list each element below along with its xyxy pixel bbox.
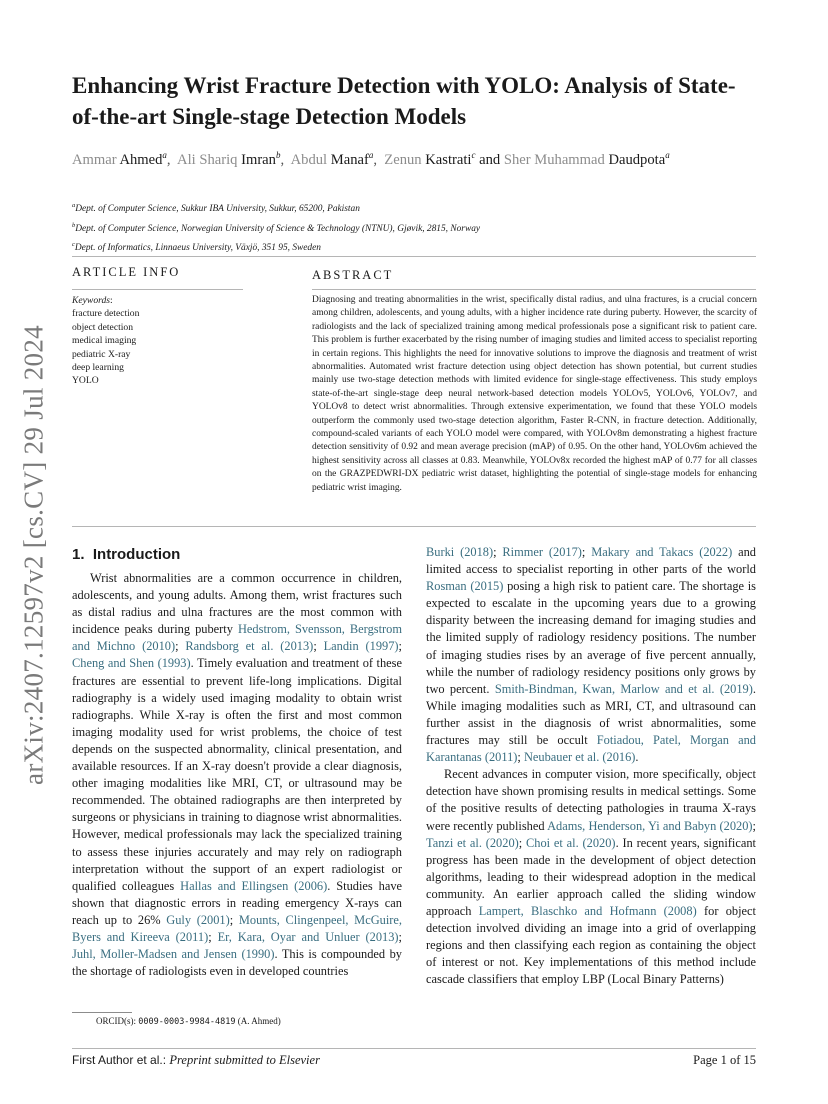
body-column-left [72, 570, 402, 980]
keyword: YOLO [72, 375, 99, 387]
abstract-heading: ABSTRACT [312, 268, 394, 282]
body-column-right [426, 544, 756, 988]
citation-link[interactable]: Cheng and Shen (1993) [72, 656, 191, 671]
footnote-divider [72, 1012, 132, 1013]
paper-title: Enhancing Wrist Fracture Detection with YOLO: Analysis of State-of-the-art Single-stage Detection Models [72, 73, 736, 129]
footer-left: First Author et al.: Preprint submitted to Elsevier [72, 1053, 320, 1067]
citation-link[interactable]: Randsborg et al. (2013) [185, 639, 314, 654]
section-heading: 1. Introduction [72, 546, 181, 563]
paragraph: Wrist abnormalities are a common occurrence in children, adolescents, and young adults. Among them, wrist fractures such as distal radius and ulna fractures are the most common with incidence peaks during puberty Hedstrom, Svensson, Bergstrom and Michno (2010); Randsborg et al. (2013); Landin (1997); Cheng and Shen (1993). Timely evaluation and treatment of these fractures are essential to prevent life-long implications. Digital radiography is a widely used imaging modality to obtain wrist radiographs. While X-ray is often the first and most common imaging modality used for wrist problems, the choice of test depends on the suspected abnormality, clinical presentation, and available resources. If an X-ray doesn't provide a clear diagnosis, other imaging modalities like MRI, CT, or ultrasound may be recommended. The obtained radiographs are then interpreted by surgeons or physicians in training to diagnose wrist abnormalities. However, medical professionals may lack the specialized training to assess these injuries accurately and may rely on radiograph interpretation without the support of an expert radiologist or qualified colleagues Hallas and Ellingsen (2006). Studies have shown that diagnostic errors in reading emergency X-rays can reach up to 26% Guly (2001); Mounts, Clingenpeel, McGuire, Byers and Kireeva (2011); Er, Kara, Oyar and Unluer (2013); Juhl, Moller-Madsen and Jensen (1990). This is compounded by the shortage of radiologists even in developed countries [72, 571, 403, 979]
affiliations [72, 198, 772, 257]
footer-divider [72, 1048, 756, 1049]
keyword: deep learning [72, 362, 124, 374]
keywords-label: Keywords [72, 295, 111, 306]
orcid-id[interactable]: 0009-0003-9984-4819 [138, 1017, 236, 1027]
divider [72, 526, 756, 527]
affiliation: $^b$Dept. of Computer Science, Norwegian University of Science & Technology (NTNU), Gjøvik, 2815, Norway [72, 221, 481, 234]
affiliation: $^c$Dept. of Informatics, Linnaeus University, Växjö, 351 95, Sweden [72, 241, 321, 254]
author: Ammar Ahmed$^a$ [72, 150, 167, 168]
citation-link[interactable]: Er, Kara, Oyar and Unluer (2013) [217, 929, 399, 944]
arxiv-stamp: arXiv:2407.12597v2 [cs.CV] 29 Jul 2024 [18, 325, 49, 785]
citation-link[interactable]: Guly (2001) [166, 912, 230, 927]
divider [312, 289, 756, 290]
citation-link[interactable]: Hallas and Ellingsen (2006) [180, 878, 328, 893]
divider [72, 256, 756, 257]
authors-and: and [479, 151, 501, 168]
citation-link[interactable]: Juhl, Moller-Madsen and Jensen (1990) [72, 947, 275, 962]
citation-link[interactable]: Adams, Henderson, Yi and Babyn (2020) [547, 818, 753, 833]
author: Zenun Kastrati$^c$ [384, 150, 476, 168]
page-number: Page 1 of 15 [693, 1053, 756, 1067]
citation-link[interactable]: Rosman (2015) [426, 579, 504, 594]
citation-link[interactable]: Rimmer (2017) [502, 545, 582, 559]
affiliation: $^a$Dept. of Computer Science, Sukkur IBA University, Sukkur, 65200, Pakistan [72, 202, 360, 215]
article-info-heading: ARTICLE INFO [72, 265, 181, 279]
author: Abdul Manaf$^a$ [290, 150, 374, 168]
keywords: Keywords: fracture detection object detection medical imaging pediatric X-ray deep learning YOLO [72, 294, 252, 388]
paragraph: Burki (2018); Rimmer (2017); Makary and Takacs (2022) and limited access to specialist reporting in other parts of the world Rosman (2015) posing a high risk to patient care. The shortage is expected to escalate in the upcoming years due to a growing disparity between the increasing demand for imaging studies and the limited supply of radiology residency positions. The number of imaging studies rises by an average of five percent annually, while the number of radiology residency positions only grows by two percent. Smith-Bindman, Kwan, Marlow and et al. (2019). While imaging modalities such as MRI, CT, and ultrasound can further assist in the diagnosis of wrist abnormalities, some fractures may still be occult Fotiadou, Patel, Morgan and Karantanas (2011); Neubauer et al. (2016). [426, 545, 756, 765]
citation-link[interactable]: Lampert, Blaschko and Hofmann (2008) [478, 903, 697, 918]
abstract-text: Diagnosing and treating abnormalities in the wrist, specifically distal radius, and ulna fractures, is a crucial concern among children, adolescents, and young adults, with a higher incidence rate during puberty. However, the scarcity of radiologists and the lack of specialized training among medical professionals pose a significant risk to patient care. This problem is further exacerbated by the rising number of imaging studies and limited access to specialist reporting in certain regions. This highlights the need for innovative solutions to improve the diagnosis and treatment of wrist abnormalities. Automated wrist fracture detection using object detection has shown potential, but current studies mainly use two-stage detection methods with limited evidence for single-stage effectiveness. This study employs state-of-the-art single-stage deep neural network-based detection models YOLOv5, YOLOv6, YOLOv7, and YOLOv8 to detect wrist abnormalities. Through extensive experimentation, we found that these YOLO models outperform the commonly used two-stage detection algorithm, Faster R-CNN, in fracture detection. Additionally, compound-scaled variants of each YOLO model were compared, with YOLOv8m demonstrating a highest fracture detection sensitivity of 0.92 and mean average precision (mAP) of 0.95. On the other hand, YOLOv6m achieved the highest sensitivity across all classes at 0.83. Meanwhile, YOLOv8x recorded the highest mAP of 0.77 for all classes on the GRAZPEDWRI-DX pediatric wrist dataset, highlighting the potential of single-stage models for enhancing pediatric wrist imaging. [312, 295, 757, 493]
citation-link[interactable]: Fotiadou, Patel, Morgan and Karantanas (2011) [426, 733, 756, 765]
keyword: fracture detection [72, 308, 140, 320]
keyword: medical imaging [72, 335, 137, 347]
author-list: Ammar Ahmed$^a$, Ali Shariq Imran$^b$, Abdul Manaf$^a$, Zenun Kastrati$^c$ and Sher Muhammad Daudpota$^a$ [72, 150, 670, 168]
citation-link[interactable]: Landin (1997) [323, 639, 399, 654]
keyword: pediatric X-ray [72, 348, 131, 360]
keyword: object detection [72, 321, 134, 333]
citation-link[interactable]: Smith-Bindman, Kwan, Marlow and et al. (2019) [494, 681, 753, 696]
citation-link[interactable]: Hedstrom, Svensson, Bergstrom and Michno (2010) [72, 622, 402, 654]
orcid-footnote: ORCID(s): 0009-0003-9984-4819 (A. Ahmed) [96, 1016, 281, 1027]
author: Sher Muhammad Daudpota$^a$ [503, 150, 670, 168]
citation-link[interactable]: Choi et al. (2020) [526, 835, 616, 850]
author: Ali Shariq Imran$^b$ [177, 150, 281, 168]
citation-link[interactable]: Neubauer et al. (2016) [523, 750, 636, 765]
divider [72, 289, 243, 290]
citation-link[interactable]: Mounts, Clingenpeel, McGuire, Byers and Kireeva (2011) [72, 912, 402, 944]
citation-link[interactable]: Makary and Takacs (2022) [591, 545, 733, 559]
citation-link[interactable]: Tanzi et al. (2020) [426, 835, 519, 850]
paragraph: Recent advances in computer vision, more specifically, object detection have shown promising results in medical settings. Some of the positive results of detecting pathologies in trauma X-rays were recently published Adams, Henderson, Yi and Babyn (2020); Tanzi et al. (2020); Choi et al. (2020). In recent years, significant progress has been made in the development of object detection algorithms, leading to their widespread adoption in the medical community. An earlier approach called the sliding window approach Lampert, Blaschko and Hofmann (2008) for object detection involved dividing an image into a grid of overlapping regions and then classifying each region as containing the object of interest or not. Key implementations of this method include cascade classifiers that employ LBP (Local Binary Patterns) [426, 767, 757, 987]
citation-link[interactable]: Burki (2018) [426, 545, 494, 559]
